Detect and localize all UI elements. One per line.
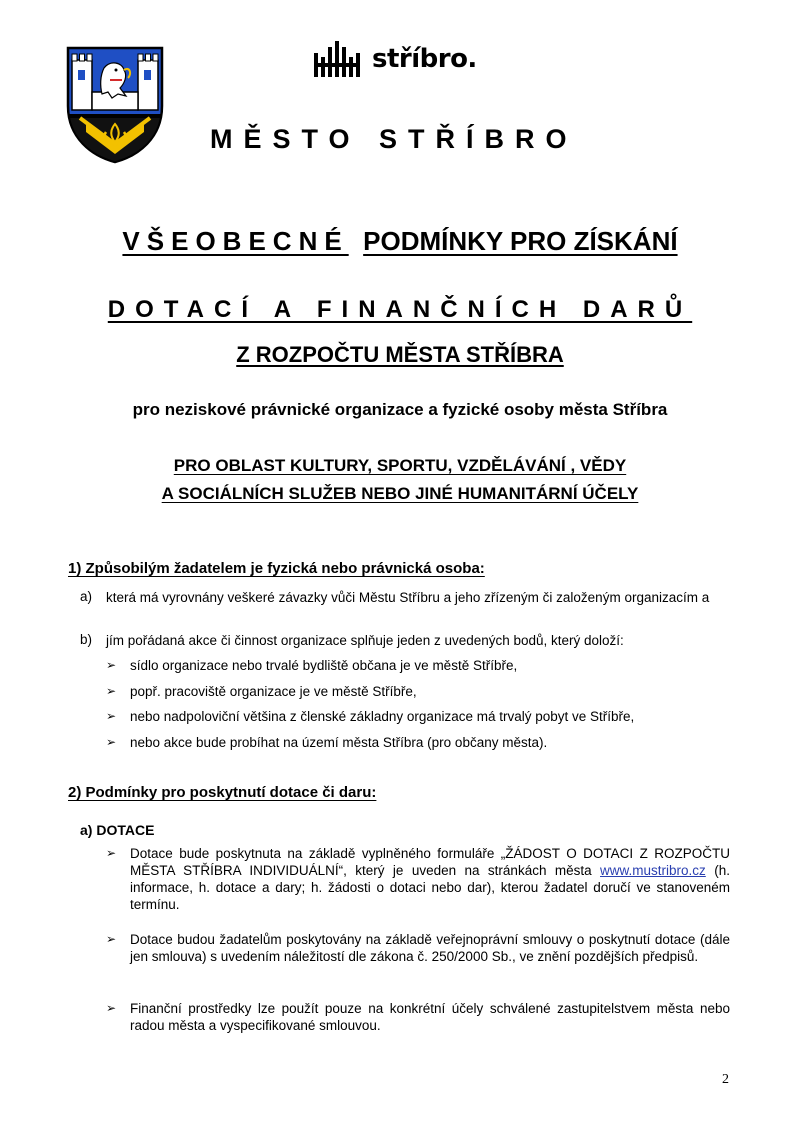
section-2-heading-text: 2) Podmínky pro poskytnutí dotace či daru: [68, 784, 377, 801]
bullet-item: Finanční prostředky lze použít pouze na konkrétní účely schválené zastupitelstvem města nebo radou města a vyspecifikované smlouvou. [130, 1001, 730, 1033]
title-rest: PODMÍNKY PRO ZÍSKÁNÍ [363, 226, 678, 256]
area-line-2-text: A SOCIÁLNÍCH SLUŽEB NEBO JINÉ HUMANITÁRNÍ ÚČELY [161, 484, 639, 503]
document-subtitle: pro neziskové právnické organizace a fyzické osoby města Stříbra [132, 400, 668, 419]
arrowhead-bullet-icon: ➢ [106, 709, 117, 723]
arrowhead-bullet-icon: ➢ [106, 846, 117, 860]
section-2-heading [68, 784, 376, 801]
section-2a-heading: a) DOTACE [80, 822, 155, 838]
bullet-text: Dotace bude poskytnuta na základě vyplněného formuláře „ŽÁDOST O DOTACI Z ROZPOČTU MĚSTA STŘÍBRA INDIVIDUÁLNÍ“, který je uveden na stránkách města [130, 846, 730, 878]
city-title: MĚSTO STŘÍBRO [210, 124, 578, 154]
title-line-3-text: Z ROZPOČTU MĚSTA STŘÍBRA [236, 342, 564, 367]
arrowhead-bullet-icon: ➢ [106, 932, 117, 946]
city-logo [312, 36, 477, 82]
bullet-item: nebo akce bude probíhat na území města Stříbra (pro občany města). [130, 735, 548, 750]
bullet-item: sídlo organizace nebo trvalé bydliště občana je ve městě Stříbře, [130, 658, 518, 673]
website-link[interactable]: www.mustribro.cz [600, 863, 706, 878]
document-title-line-3 [0, 342, 800, 368]
document-title-line-1 [0, 226, 800, 257]
city-skyline-logo-icon [312, 39, 366, 79]
section-1-heading-text: 1) Způsobilým žadatelem je fyzická nebo právnická osoba: [68, 560, 485, 577]
list-item-label: b) [80, 632, 93, 647]
list-item: která má vyrovnány veškeré závazky vůči Městu Stříbru a jeho zřízeným či založeným organizacím a [106, 590, 710, 605]
arrowhead-bullet-icon: ➢ [106, 684, 117, 698]
bullet-item: nebo nadpoloviční většina z členské základny organizace má trvalý pobyt ve Stříbře, [130, 709, 635, 724]
arrowhead-bullet-icon: ➢ [106, 735, 117, 749]
document-title-line-2 [0, 296, 800, 324]
logo-text: stříbro. [372, 44, 477, 74]
title-line-2-text: DOTACÍ A FINANČNÍCH DARŮ [107, 296, 693, 323]
bullet-text: (h. informace, h. dotace a dary; h. žádosti o dotaci nebo dar), kterou žadatel doručí ve stanoveném termínu. [130, 863, 730, 912]
page-number: 2 [722, 1072, 729, 1087]
section-1-heading [68, 560, 485, 577]
area-line-2 [0, 484, 800, 504]
bullet-item: popř. pracoviště organizace je ve městě Stříbře, [130, 684, 417, 699]
bullet-item: Dotace budou žadatelům poskytovány na základě veřejnoprávní smlouvy o poskytnutí dotace (dále jen smlouva) s uvedením náležitostí dle zákona č. 250/2000 Sb., ve znění pozdějších předpisů. [130, 932, 730, 964]
title-spaced-word: VŠEOBECNÉ [122, 226, 349, 256]
area-line-1 [0, 456, 800, 476]
bullet-item [130, 845, 730, 913]
city-coat-of-arms-icon [66, 46, 164, 164]
arrowhead-bullet-icon: ➢ [106, 1001, 117, 1015]
arrowhead-bullet-icon: ➢ [106, 658, 117, 672]
area-line-1-text: PRO OBLAST KULTURY, SPORTU, VZDĚLÁVÁNÍ , VĚDY [173, 456, 627, 475]
list-item: jím pořádaná akce či činnost organizace splňuje jeden z uvedených bodů, který doloží: [106, 633, 624, 648]
list-item-label: a) [80, 589, 93, 604]
